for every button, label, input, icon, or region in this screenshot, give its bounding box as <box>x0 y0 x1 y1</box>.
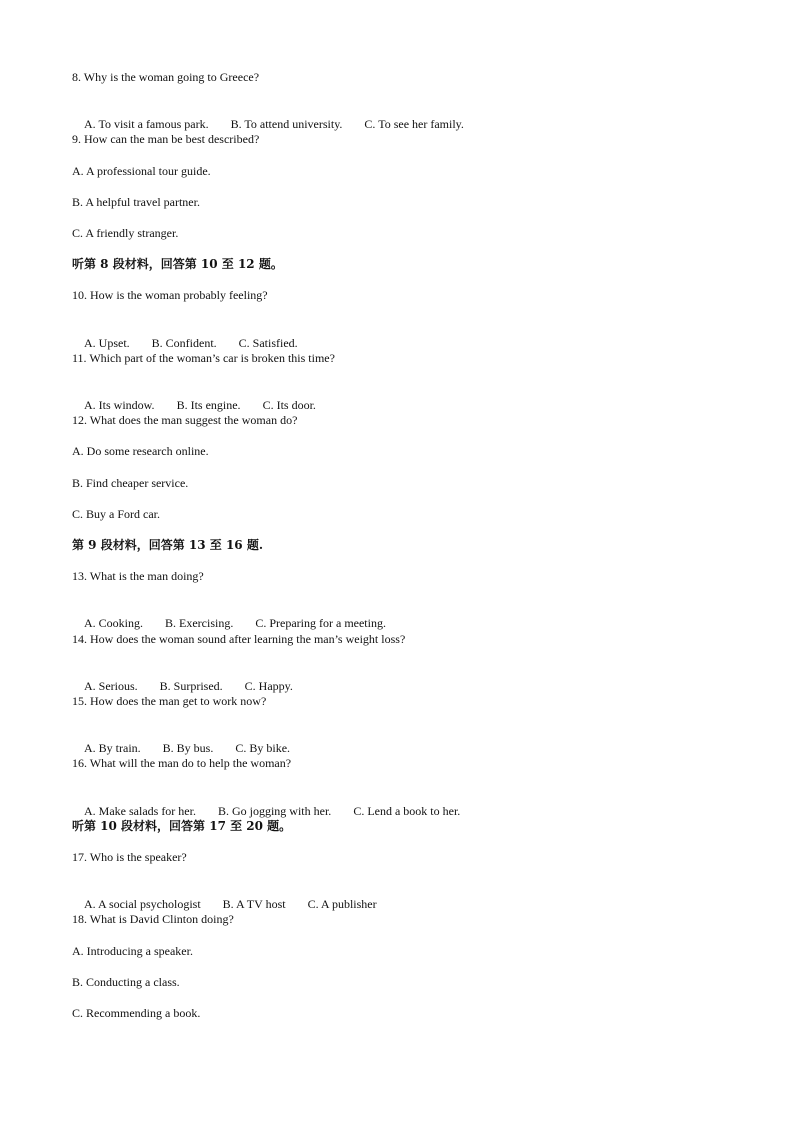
option-10b: B. Confident. <box>151 336 217 350</box>
option-13c: C. Preparing for a meeting. <box>255 616 386 630</box>
question-16: 16. What will the man do to help the woman? <box>72 756 292 770</box>
section-heading-8: 听第 8 段材料，回答第 10 至 12 题。 <box>72 257 283 271</box>
option-11b: B. Its engine. <box>176 398 241 412</box>
question-10: 10. How is the woman probably feeling? <box>72 288 268 302</box>
option-9c: C. A friendly stranger. <box>72 226 179 240</box>
option-17a: A. A social psychologist <box>84 897 201 911</box>
question-13: 13. What is the man doing? <box>72 569 204 583</box>
option-15c: C. By bike. <box>235 741 291 755</box>
option-12c: C. Buy a Ford car. <box>72 507 160 521</box>
option-9b: B. A helpful travel partner. <box>72 195 200 209</box>
option-11c: C. Its door. <box>262 398 316 412</box>
question-8: 8. Why is the woman going to Greece? <box>72 70 260 84</box>
option-9a: A. A professional tour guide. <box>72 164 211 178</box>
question-12: 12. What does the man suggest the woman do? <box>72 413 298 427</box>
option-18a: A. Introducing a speaker. <box>72 944 193 958</box>
question-14: 14. How does the woman sound after learning the man’s weight loss? <box>72 632 406 646</box>
option-16b: B. Go jogging with her. <box>217 804 332 818</box>
question-17: 17. Who is the speaker? <box>72 850 187 864</box>
option-10c: C. Satisfied. <box>238 336 298 350</box>
option-15b: B. By bus. <box>162 741 214 755</box>
option-12a: A. Do some research online. <box>72 444 209 458</box>
question-15: 15. How does the man get to work now? <box>72 694 267 708</box>
option-17c: C. A publisher <box>307 897 377 911</box>
option-8c: C. To see her family. <box>364 117 464 131</box>
option-18b: B. Conducting a class. <box>72 975 180 989</box>
question-11: 11. Which part of the woman’s car is broken this time? <box>72 351 335 365</box>
option-13b: B. Exercising. <box>165 616 234 630</box>
option-16a: A. Make salads for her. <box>84 804 196 818</box>
option-18c: C. Recommending a book. <box>72 1006 201 1020</box>
option-10a: A. Upset. <box>84 336 130 350</box>
option-14b: B. Surprised. <box>159 679 223 693</box>
option-8b: B. To attend university. <box>230 117 343 131</box>
option-15a: A. By train. <box>84 741 141 755</box>
option-14a: A. Serious. <box>84 679 138 693</box>
option-14c: C. Happy. <box>244 679 293 693</box>
option-17b: B. A TV host <box>222 897 286 911</box>
option-13a: A. Cooking. <box>84 616 144 630</box>
option-12b: B. Find cheaper service. <box>72 476 189 490</box>
question-9: 9. How can the man be best described? <box>72 132 260 146</box>
question-18: 18. What is David Clinton doing? <box>72 912 234 926</box>
section-heading-9: 第 9 段材料，回答第 13 至 16 题. <box>72 538 263 552</box>
section-heading-10: 听第 10 段材料，回答第 17 至 20 题。 <box>72 819 292 833</box>
option-16c: C. Lend a book to her. <box>353 804 461 818</box>
option-8a: A. To visit a famous park. <box>84 117 209 131</box>
option-11a: A. Its window. <box>84 398 155 412</box>
